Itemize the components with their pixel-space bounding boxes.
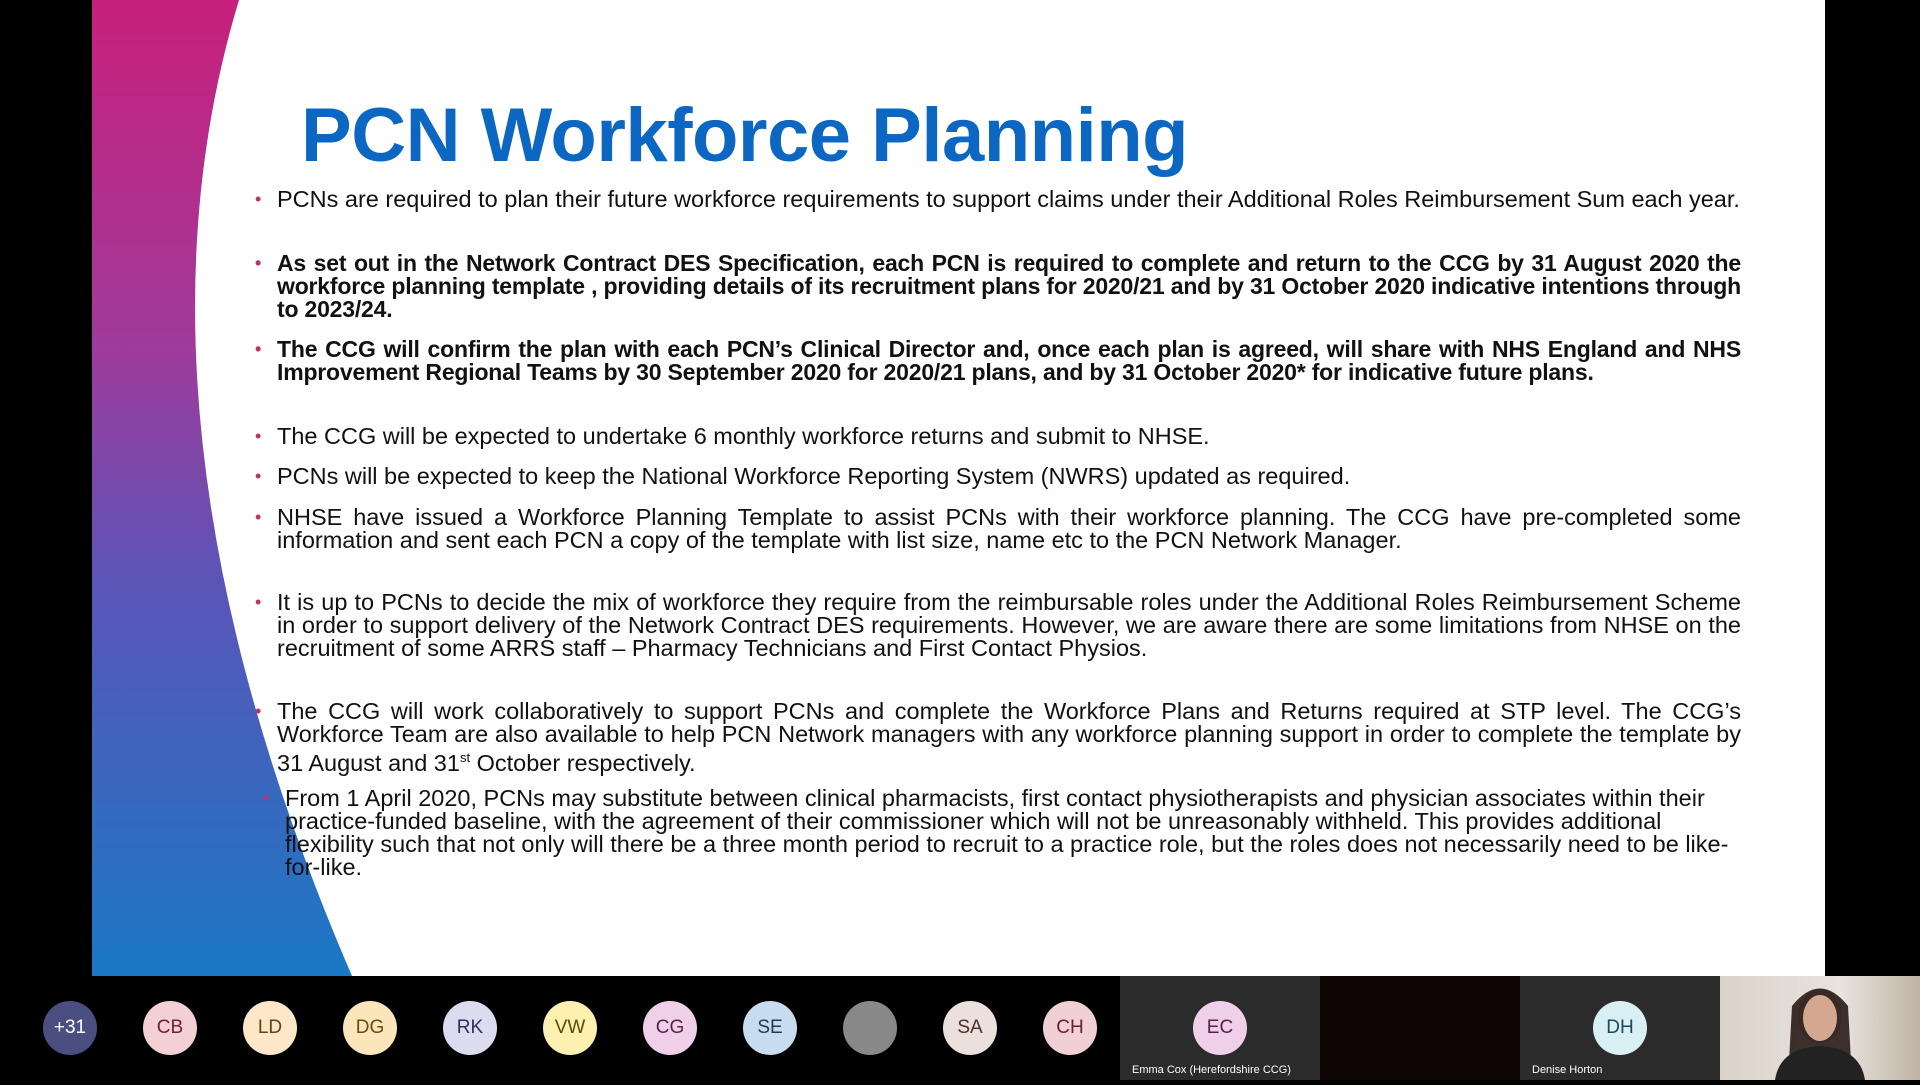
participant-avatar[interactable]: DG <box>343 1001 397 1055</box>
bullet-icon: • <box>255 466 262 486</box>
bullet-3: • The CCG will confirm the plan with each PCN’s Clinical Director and, once each plan is agreed, will share with NHS England and NHS Improvement Regional Teams by 30 September 2020 for 2020/21 plans, and by 31 October 2020* for indicative future plans. <box>255 336 1741 385</box>
bullet-9: • From 1 April 2020, PCNs may substitute between clinical pharmacists, first contact physiotherapists and physician associates within their practice-funded baseline, with the agreement of their commissioner which will not be unreasonably withheld. This provides additional flexibility such that not only will there be a three month period to recruit to a practice role, but the roles does not necessarily need to be like-for-like. <box>263 785 1729 880</box>
bullet-icon: • <box>263 788 270 808</box>
participant-name: Denise Horton <box>1532 1064 1603 1076</box>
avatar: EC <box>1193 1001 1247 1055</box>
participants-bar <box>0 976 1920 1080</box>
participant-video-self[interactable] <box>1720 976 1920 1080</box>
participant-avatar[interactable]: +31 <box>43 1001 97 1055</box>
participant-avatar[interactable]: RK <box>443 1001 497 1055</box>
participant-avatar[interactable]: SA <box>943 1001 997 1055</box>
presentation-slide <box>92 0 1825 976</box>
participant-name: Emma Cox (Herefordshire CCG) <box>1132 1064 1291 1076</box>
participant-avatar[interactable]: CH <box>1043 1001 1097 1055</box>
bullet-6: • NHSE have issued a Workforce Planning Template to assist PCNs with their workforce planning. The CCG have pre-completed some information and sent each PCN a copy of the template with list size, name etc to the PCN Network Manager. <box>255 504 1741 553</box>
bullet-2: • As set out in the Network Contract DES Specification, each PCN is required to complete and return to the CCG by 31 August 2020 the workforce planning template , providing details of its recruitment plans for 2020/21 and by 31 October 2020 indicative intentions through to 2023/24. <box>255 250 1741 322</box>
participant-photo-avatar[interactable] <box>843 1001 897 1055</box>
bullet-icon: • <box>255 189 262 209</box>
participant-avatar[interactable]: SE <box>743 1001 797 1055</box>
bullet-7: • It is up to PCNs to decide the mix of workforce they require from the reimbursable roles under the Additional Roles Reimbursement Scheme in order to support delivery of the Network Contract DES requirements. However, we are aware there are some limitations from NHSE on the recruitment of some ARRS staff – Pharmacy Technicians and First Contact Physios. <box>255 589 1741 661</box>
bullet-icon: • <box>255 339 262 359</box>
bullet-icon: • <box>255 253 262 273</box>
person-video-icon <box>1720 976 1920 1080</box>
bullet-1: • PCNs are required to plan their future workforce requirements to support claims under their Additional Roles Reimbursement Sum each year. <box>255 186 1740 212</box>
avatar: DH <box>1593 1001 1647 1055</box>
bullet-8: • The CCG will work collaboratively to support PCNs and complete the Workforce Plans and Returns required at STP level. The CCG’s Workforce Team are also available to help PCN Network managers with any workforce planning support in order to complete the template by 31 August and 31st October respectively. <box>255 698 1741 776</box>
bullet-4: • The CCG will be expected to undertake 6 monthly workforce returns and submit to NHSE. <box>255 423 1210 449</box>
bullet-icon: • <box>255 701 262 721</box>
participant-avatar[interactable]: CG <box>643 1001 697 1055</box>
participant-tile-video-off[interactable] <box>1320 976 1520 1080</box>
bullet-icon: • <box>255 507 262 527</box>
participant-tile-emma-cox[interactable] <box>1120 976 1320 1080</box>
participant-avatar[interactable]: VW <box>543 1001 597 1055</box>
bullet-5: • PCNs will be expected to keep the National Workforce Reporting System (NWRS) updated as required. <box>255 463 1351 489</box>
bullet-icon: • <box>255 426 262 446</box>
participant-avatar[interactable]: CB <box>143 1001 197 1055</box>
slide-title: PCN Workforce Planning <box>301 93 1189 178</box>
participant-tile-denise-horton[interactable] <box>1520 976 1720 1080</box>
participant-avatar[interactable]: LD <box>243 1001 297 1055</box>
bullet-icon: • <box>255 592 262 612</box>
